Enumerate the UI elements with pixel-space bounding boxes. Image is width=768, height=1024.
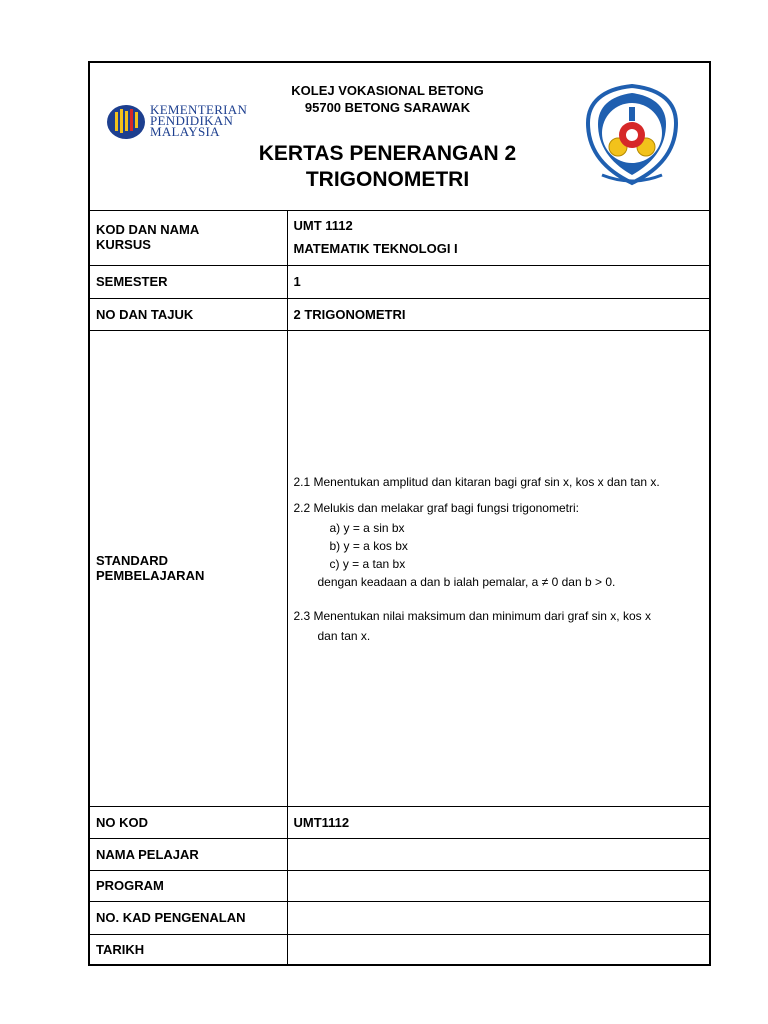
- table-row: [90, 901, 709, 934]
- label-tarikh: TARIKH: [90, 934, 287, 965]
- table-row: [90, 806, 709, 838]
- document-header: [90, 63, 709, 211]
- institution-address: 95700 BETONG SARAWAK: [304, 100, 471, 115]
- document-frame: [88, 61, 711, 966]
- value-no-kod: UMT1112: [287, 806, 709, 838]
- value-semester: 1: [287, 265, 709, 298]
- label-semester: SEMESTER: [90, 265, 287, 298]
- label-kod-dan-nama-kursus: KOD DAN NAMA KURSUS: [90, 210, 287, 265]
- table-row: [90, 838, 709, 870]
- standard-2-2-c: c) y = a tan bx: [329, 557, 406, 571]
- document-subtitle: TRIGONOMETRI: [305, 168, 470, 191]
- table-row: [90, 934, 709, 965]
- standard-2-2-b: b) y = a kos bx: [329, 539, 408, 553]
- field-program[interactable]: [287, 870, 709, 901]
- label-nama-pelajar: NAMA PELAJAR: [90, 838, 287, 870]
- table-row: [90, 330, 709, 806]
- label-standard-pembelajaran: STANDARD PEMBELAJARAN: [90, 330, 287, 806]
- kv-betong-logo: [582, 83, 682, 191]
- table-row: [90, 298, 709, 330]
- value-kod-dan-nama-kursus: UMT 1112 MATEMATIK TEKNOLOGI I: [293, 218, 458, 257]
- field-tarikh[interactable]: [287, 934, 709, 965]
- standard-2-2: 2.2 Melukis dan melakar graf bagi fungsi trigonometri:: [293, 501, 579, 515]
- document-title: KERTAS PENERANGAN 2: [258, 142, 517, 165]
- label-no-kod: NO KOD: [90, 806, 287, 838]
- institution-name: KOLEJ VOKASIONAL BETONG: [291, 83, 484, 98]
- table-row: [90, 265, 709, 298]
- standard-2-2-condition: dengan keadaan a dan b ialah pemalar, a ≠ 0 dan b > 0.: [317, 575, 616, 589]
- standard-2-3: 2.3 Menentukan nilai maksimum dan minimum dari graf sin x, kos x: [293, 609, 651, 623]
- kpm-logo-text: KEMENTERIAN PENDIDIKAN MALAYSIA: [150, 102, 248, 139]
- standard-2-2-a: a) y = a sin bx: [329, 521, 405, 535]
- value-no-dan-tajuk: 2 TRIGONOMETRI: [287, 298, 709, 330]
- table-row: [90, 210, 709, 265]
- label-no-dan-tajuk: NO DAN TAJUK: [90, 298, 287, 330]
- standard-2-3-cont: dan tan x.: [317, 629, 371, 643]
- course-info-table: [90, 210, 709, 965]
- label-program: PROGRAM: [90, 870, 287, 901]
- label-no-kad-pengenalan: NO. KAD PENGENALAN: [90, 901, 287, 934]
- table-row: [90, 870, 709, 901]
- field-no-kad-pengenalan[interactable]: [287, 901, 709, 934]
- standard-2-1: 2.1 Menentukan amplitud dan kitaran bagi graf sin x, kos x dan tan x.: [293, 475, 660, 489]
- standard-pembelajaran-content: [287, 330, 709, 806]
- field-nama-pelajar[interactable]: [287, 838, 709, 870]
